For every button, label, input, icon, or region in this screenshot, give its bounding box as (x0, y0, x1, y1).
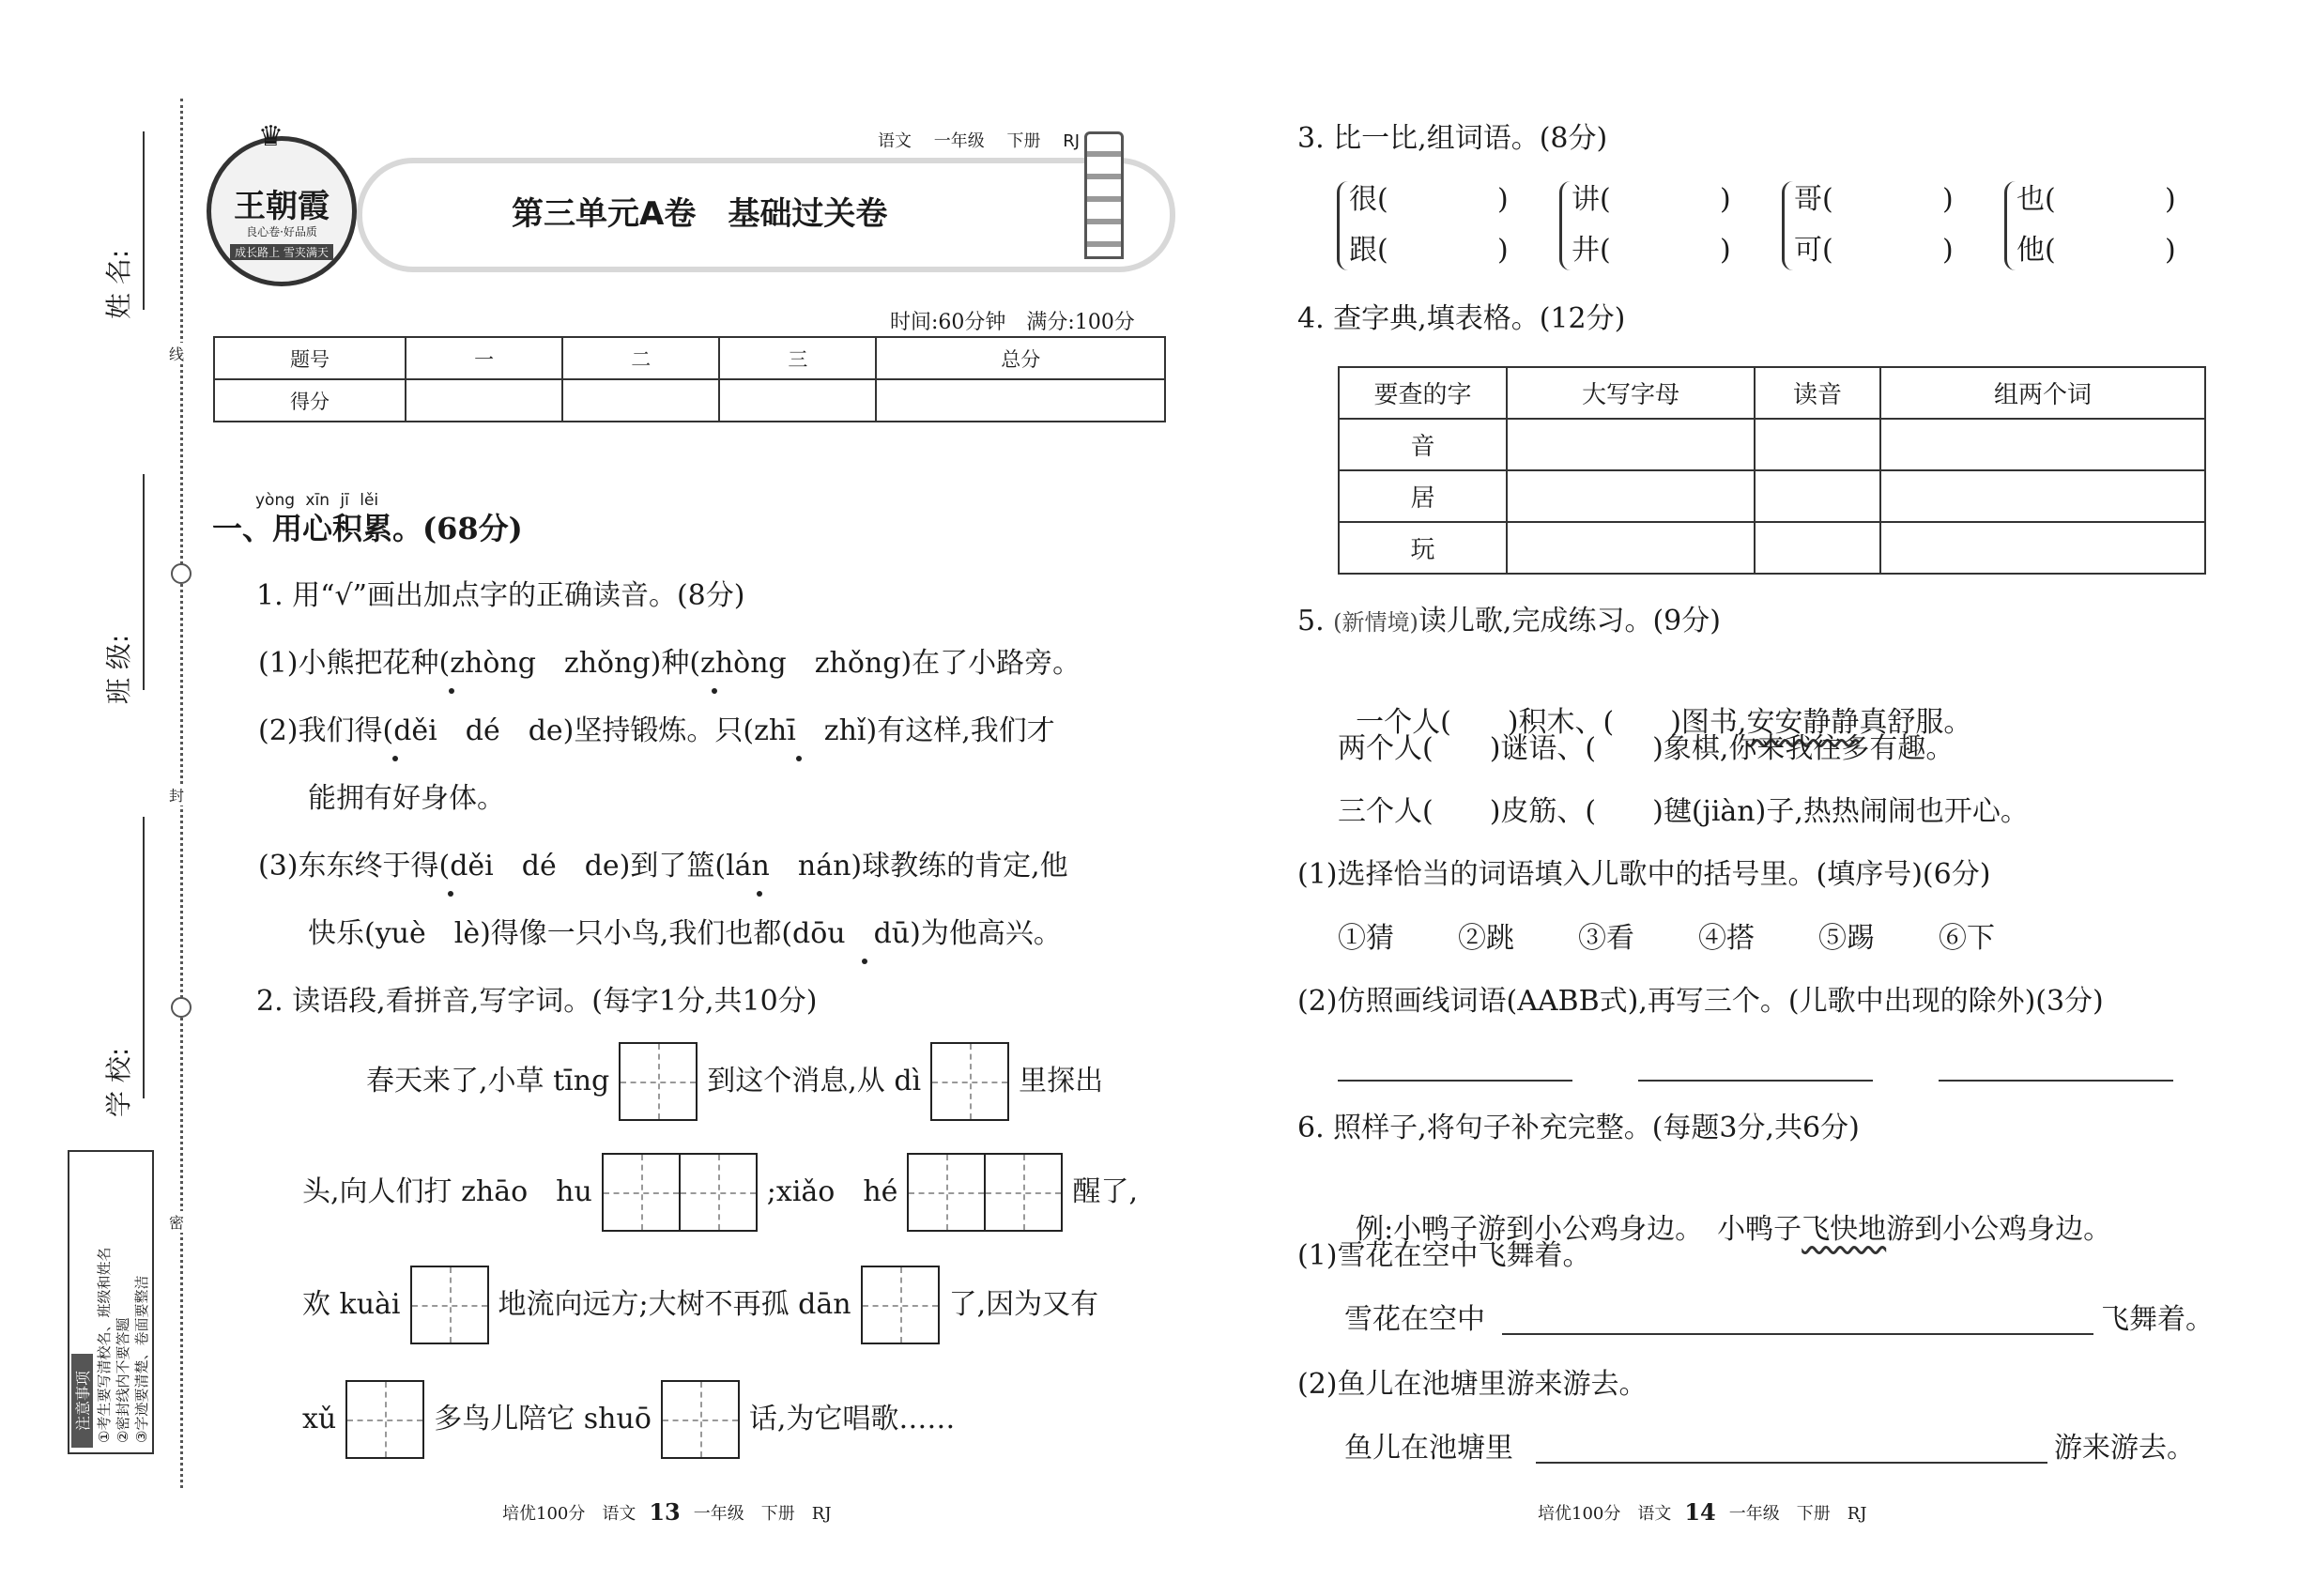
q2-line-2 (302, 1153, 1138, 1232)
q1-item-2b: 能拥有好身体。 (308, 782, 505, 815)
footer-left (502, 1498, 832, 1526)
poem-underlined: 安安静静 (1746, 706, 1860, 739)
footer-text: 一年级 下册 RJ (1728, 1503, 1867, 1524)
pair-group (1559, 181, 1778, 270)
score-cell[interactable] (876, 379, 1165, 422)
char-box[interactable] (410, 1266, 489, 1344)
pair-char: 很( (1349, 183, 1388, 216)
answer-line[interactable] (1536, 1462, 2047, 1464)
class-label: 班 级: (103, 634, 134, 704)
pair-bottom (1349, 232, 1556, 269)
pair-close: ) (1942, 183, 1954, 216)
score-table (213, 336, 1166, 422)
pair-char: 他( (2016, 234, 2056, 267)
footer-right (1538, 1498, 1867, 1526)
q1-item-1: (1)小熊把花种(zhòng zhǒng)种(zhòng zhǒng)在了小路旁。 (258, 647, 1081, 680)
notice-item: ②密封线内不要答题 (115, 1317, 131, 1443)
q3-pairs (1337, 181, 2182, 270)
page-number: 14 (1684, 1498, 1716, 1526)
poem-text: 真舒服。 (1859, 706, 1972, 739)
pair-top (2016, 181, 2204, 219)
footer-text: 培优100分 语文 (502, 1503, 636, 1524)
option: ⑥下 (1939, 922, 1995, 955)
q4-header: 要查的字 (1339, 367, 1507, 419)
sidebar (0, 0, 197, 1596)
name-label: 姓 名: (103, 249, 134, 319)
q2-line-4 (302, 1380, 955, 1459)
cut-mark: 线 (169, 343, 184, 364)
cut-mark: 密 (169, 1211, 184, 1233)
answer-line[interactable] (1502, 1333, 2093, 1335)
pair-close: ) (2165, 234, 2176, 267)
q4-char: 居 (1339, 470, 1507, 522)
pair-char: 也( (2016, 183, 2056, 216)
q2-text: xǔ (302, 1403, 337, 1435)
answer-line[interactable] (1939, 1080, 2173, 1082)
pair-close: ) (1497, 234, 1509, 267)
q4-cell[interactable] (1880, 522, 2205, 574)
option: ④搭 (1698, 922, 1755, 955)
emphasis-dot (448, 891, 453, 897)
score-header: 三 (719, 337, 876, 379)
q4-cell[interactable] (1507, 470, 1755, 522)
emphasis-dot (712, 688, 717, 694)
cut-circle (171, 997, 192, 1018)
q4-cell[interactable] (1755, 419, 1880, 470)
pair-bottom (1794, 232, 2001, 269)
emphasis-dot (862, 959, 867, 964)
pair-bottom (2016, 232, 2204, 269)
q2-text: 欢 kuài (302, 1288, 401, 1321)
q4-table (1338, 366, 2206, 575)
cut-circle (171, 563, 192, 584)
lighthouse-icon (1084, 131, 1124, 259)
q6-item-1b: 飞舞着。 (2101, 1303, 2214, 1336)
pair-close: ) (1942, 234, 1954, 267)
emphasis-dot (392, 756, 398, 761)
q6-item-2: (2)鱼儿在池塘里游来游去。 (1297, 1368, 1648, 1401)
q5-line-3: 三个人( )皮筋、( )毽(jiàn)子,热热闹闹也开心。 (1338, 795, 2029, 828)
pair-top (1794, 181, 2001, 219)
score-header: 总分 (876, 337, 1165, 379)
name-field[interactable] (143, 131, 145, 310)
q2-text: 多鸟儿陪它 shuō (434, 1403, 652, 1435)
pair-top (1572, 181, 1778, 219)
char-box-double[interactable] (602, 1153, 758, 1232)
notice-item: ③字迹要清楚、卷面要整洁 (133, 1275, 150, 1443)
q5-tag: (新情境) (1333, 609, 1418, 636)
q2-title: 2. 读语段,看拼音,写字词。(每字1分,共10分) (256, 985, 818, 1018)
tag-grade: 一年级 (933, 131, 985, 151)
char-box[interactable] (861, 1266, 940, 1344)
pair-char: 讲( (1572, 183, 1611, 216)
q5-line-2: 两个人( )谜语、( )象棋,你来我往多有趣。 (1338, 732, 1955, 765)
q1-item-3a: (3)东东终于得(děi dé de)到了篮(lán nán)球教练的肯定,他 (258, 850, 1068, 882)
school-field[interactable] (143, 817, 145, 1098)
q5-title: 读儿歌,完成练习。(9分) (1418, 605, 1721, 637)
char-box[interactable] (930, 1042, 1009, 1121)
option: ⑤踢 (1818, 922, 1875, 955)
q4-cell[interactable] (1755, 470, 1880, 522)
q3-title: 3. 比一比,组词语。(8分) (1297, 122, 1608, 155)
class-field[interactable] (143, 474, 145, 690)
q6-title: 6. 照样子,将句子补充完整。(每题3分,共6分) (1297, 1112, 1860, 1144)
section1-pinyin: yòng xīn jī lěi (255, 491, 379, 510)
pair-group (1782, 181, 2001, 270)
q2-text: 醒了, (1072, 1175, 1138, 1208)
q4-title: 4. 查字典,填表格。(12分) (1297, 302, 1626, 335)
brand-logo (207, 120, 357, 286)
q2-text: 地流向远方;大树不再孤 dān (498, 1288, 851, 1321)
school-label: 学 校: (103, 1047, 134, 1117)
char-box[interactable] (345, 1380, 424, 1459)
q2-text: 到这个消息,从 dì (707, 1065, 922, 1097)
crown-icon: ♛ (258, 120, 284, 153)
q4-cell[interactable] (1755, 522, 1880, 574)
emphasis-dot (796, 756, 802, 761)
q4-header: 读音 (1755, 367, 1880, 419)
score-row-label: 得分 (214, 379, 406, 422)
tag-volume: 下册 (1006, 131, 1041, 151)
option: ③看 (1578, 922, 1634, 955)
pair-close: ) (1497, 183, 1509, 216)
score-cell[interactable] (406, 379, 562, 422)
q2-text: 头,向人们打 zhāo hu (302, 1175, 592, 1208)
score-cell[interactable] (562, 379, 719, 422)
q1-title: 1. 用“√”画出加点字的正确读音。(8分) (256, 579, 745, 612)
q2-text: 话,为它唱歌…… (748, 1403, 956, 1435)
q4-char: 玩 (1339, 522, 1507, 574)
example-text: 例:小鸭子游到小公鸡身边。 小鸭子 (1356, 1213, 1802, 1246)
page-number: 13 (649, 1498, 681, 1526)
notice-item: ①考生要写清校名、班级和姓名 (96, 1247, 113, 1443)
pair-group (2004, 181, 2204, 270)
q4-cell[interactable] (1880, 419, 2205, 470)
pair-close: ) (1720, 183, 1731, 216)
q4-cell[interactable] (1507, 522, 1755, 574)
q2-text: 里探出 (1019, 1065, 1104, 1097)
example-underlined: 飞快地 (1802, 1213, 1887, 1246)
cut-mark: 封 (169, 784, 184, 806)
char-box-double[interactable] (907, 1153, 1063, 1232)
q4-char: 音 (1339, 419, 1507, 470)
notice-box (68, 1150, 154, 1454)
q4-cell[interactable] (1880, 470, 2205, 522)
pair-char: 哥( (1794, 183, 1833, 216)
score-cell[interactable] (719, 379, 876, 422)
pair-close: ) (2165, 183, 2176, 216)
q6-item-1a: 雪花在空中 (1344, 1303, 1485, 1336)
pair-bottom (1572, 232, 1778, 269)
q4-header: 组两个词 (1880, 367, 2205, 419)
q5-sub-1: (1)选择恰当的词语填入儿歌中的括号里。(填序号)(6分) (1297, 858, 1991, 891)
q2-text: 春天来了,小草 tīng (366, 1065, 610, 1097)
emphasis-dot (757, 891, 762, 897)
tag-edition: RJ (1063, 131, 1081, 151)
brand-name: 王朝霞 (234, 188, 330, 225)
example-text: 游到小公鸡身边。 (1886, 1213, 2112, 1246)
q2-text: ;xiǎo hé (766, 1175, 898, 1208)
q4-cell[interactable] (1507, 419, 1755, 470)
poem-text: 一个人( )积木、( )图书, (1356, 706, 1747, 739)
char-box[interactable] (619, 1042, 698, 1121)
score-header: 题号 (214, 337, 406, 379)
pair-close: ) (1720, 234, 1731, 267)
footer-text: 一年级 下册 RJ (693, 1503, 832, 1524)
page-title: 第三单元A卷 基础过关卷 (512, 195, 888, 233)
header-tags (878, 128, 1080, 152)
footer-text: 培优100分 语文 (1538, 1503, 1672, 1524)
q5-options (1338, 920, 1995, 958)
pair-char: 跟( (1349, 234, 1388, 267)
brand-sub: 良心卷·好品质 (246, 225, 317, 238)
q5-title-line: 5. (新情境)读儿歌,完成练习。(9分) (1297, 605, 1721, 637)
score-header: 二 (562, 337, 719, 379)
q6-item-2a: 鱼儿在池塘里 (1344, 1432, 1513, 1465)
section1-title: 一、用心积累。(68分) (212, 511, 523, 546)
option: ②跳 (1458, 922, 1514, 955)
score-header: 一 (406, 337, 562, 379)
option: ①猜 (1338, 922, 1394, 955)
q1-item-2a: (2)我们得(děi dé de)坚持锻炼。只(zhī zhǐ)有这样,我们才 (258, 714, 1055, 747)
notice-title: 注意事项 (71, 1354, 93, 1448)
q5-sub-2: (2)仿照画线词语(AABB式),再写三个。(儿歌中出现的除外)(3分) (1297, 985, 2104, 1018)
pair-char: 井( (1572, 234, 1611, 267)
answer-line[interactable] (1338, 1080, 1572, 1082)
q6-item-1: (1)雪花在空中飞舞着。 (1297, 1239, 1591, 1272)
time-info: 时间:60分钟 满分:100分 (890, 311, 1135, 334)
q1-item-3b: 快乐(yuè lè)得像一只小鸟,我们也都(dōu dū)为他高兴。 (308, 917, 1062, 950)
q2-line-1 (366, 1042, 1103, 1121)
pair-top (1349, 181, 1556, 219)
q2-line-3 (302, 1266, 1098, 1344)
q6-item-2b: 游来游去。 (2054, 1432, 2195, 1465)
pair-char: 可( (1794, 234, 1833, 267)
pair-group (1337, 181, 1556, 270)
answer-line[interactable] (1638, 1080, 1873, 1082)
q2-text: 了,因为又有 (948, 1288, 1099, 1321)
q4-header: 大写字母 (1507, 367, 1755, 419)
tag-subject: 语文 (878, 131, 912, 151)
brand-slogan: 成长路上 雪夹满天 (230, 244, 333, 260)
emphasis-dot (449, 688, 454, 694)
char-box[interactable] (661, 1380, 740, 1459)
